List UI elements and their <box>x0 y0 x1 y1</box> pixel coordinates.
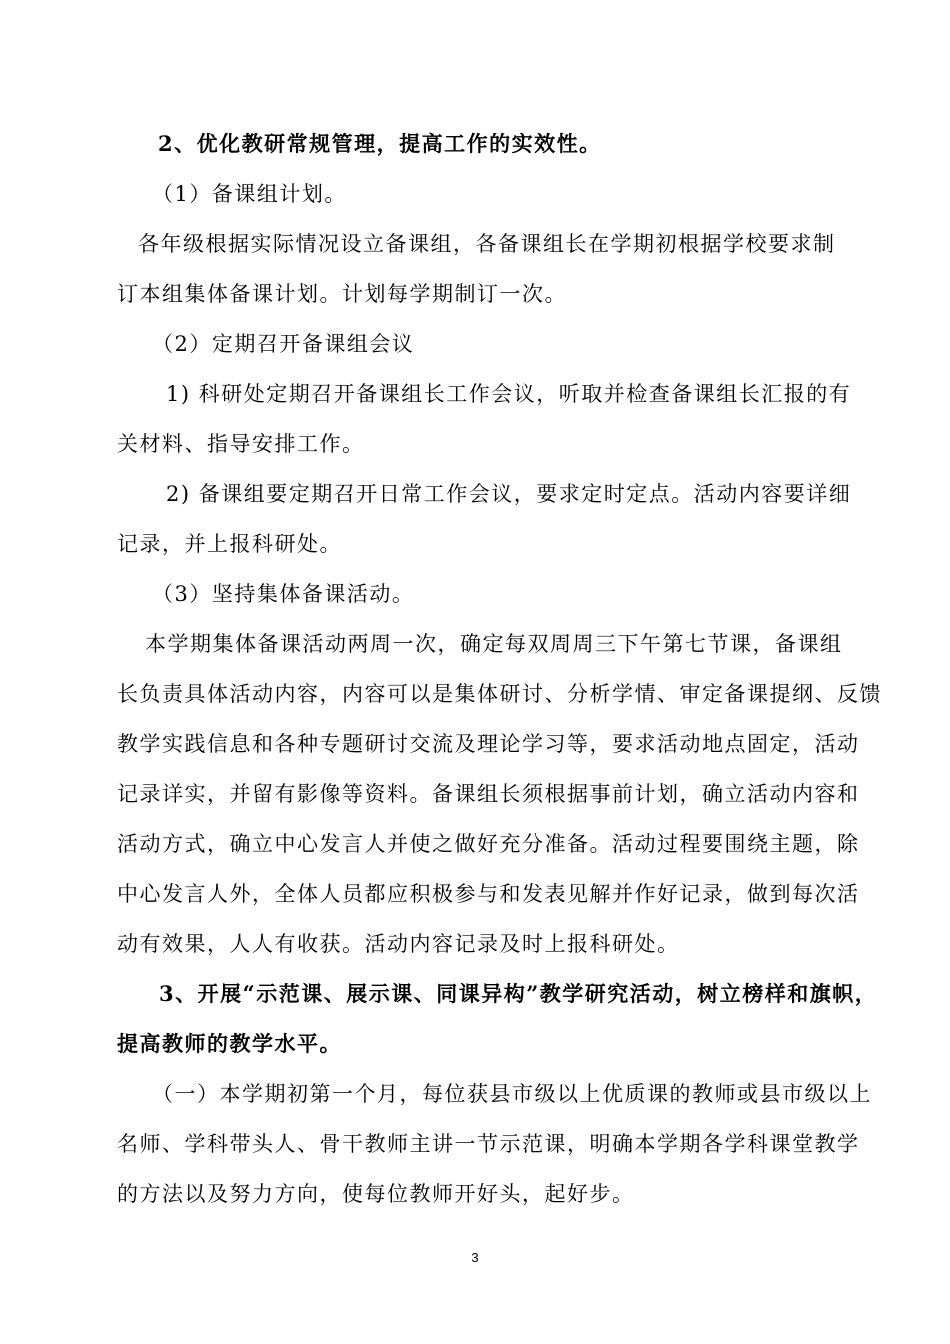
paragraph-line: 记录详实，并留有影像等资料。备课组长须根据事前计划，确立活动内容和 <box>117 782 860 806</box>
paragraph-line: （一）本学期初第一个月，每位获县市级以上优质课的教师或县市级以上 <box>152 1082 872 1106</box>
section-heading-3: 3、开展“示范课、展示课、同课异构”教学研究活动，树立榜样和旗帜， <box>159 981 878 1006</box>
paragraph-line: 中心发言人外，全体人员都应积极参与和发表见解并作好记录，做到每次活 <box>117 882 860 906</box>
section-heading-2: 2、优化教研常规管理，提高工作的实效性。 <box>158 131 602 156</box>
paragraph-line: 的方法以及努力方向，使每位教师开好头，起好步。 <box>117 1182 635 1206</box>
paragraph-line: 名师、学科带头人、骨干教师主讲一节示范课，明确本学期各学科课堂教学 <box>117 1132 860 1156</box>
page-number: 3 <box>471 1250 479 1265</box>
paragraph-line: 本学期集体备课活动两周一次，确定每双周周三下午第七节课，备课组 <box>145 632 843 656</box>
subheading-1: （1）备课组计划。 <box>152 182 347 206</box>
paragraph-line: 订本组集体备课计划。计划每学期制订一次。 <box>117 282 567 306</box>
paragraph-line: 活动方式，确立中心发言人并使之做好充分准备。活动过程要围绕主题，除 <box>117 832 860 856</box>
paragraph-line: 各年级根据实际情况设立备课组，各备课组长在学期初根据学校要求制 <box>138 232 836 256</box>
section-heading-3-continued: 提高教师的教学水平。 <box>117 1031 342 1056</box>
paragraph-line: 记录，并上报科研处。 <box>117 532 342 556</box>
paragraph-line: 长负责具体活动内容，内容可以是集体研讨、分析学情、审定备课提纲、反馈 <box>117 682 882 706</box>
paragraph-line: 关材料、指导安排工作。 <box>117 432 365 456</box>
subheading-3: （3）坚持集体备课活动。 <box>152 582 415 606</box>
paragraph-line: 教学实践信息和各种专题研讨交流及理论学习等，要求活动地点固定，活动 <box>117 732 860 756</box>
list-item: 2) 备课组要定期召开日常工作会议，要求定时定点。活动内容要详细 <box>166 482 852 506</box>
list-item: 1) 科研处定期召开备课组长工作会议，听取并检查备课组长汇报的有 <box>166 382 852 406</box>
paragraph-line: 动有效果，人人有收获。活动内容记录及时上报科研处。 <box>117 932 680 956</box>
subheading-2: （2）定期召开备课组会议 <box>152 332 415 356</box>
